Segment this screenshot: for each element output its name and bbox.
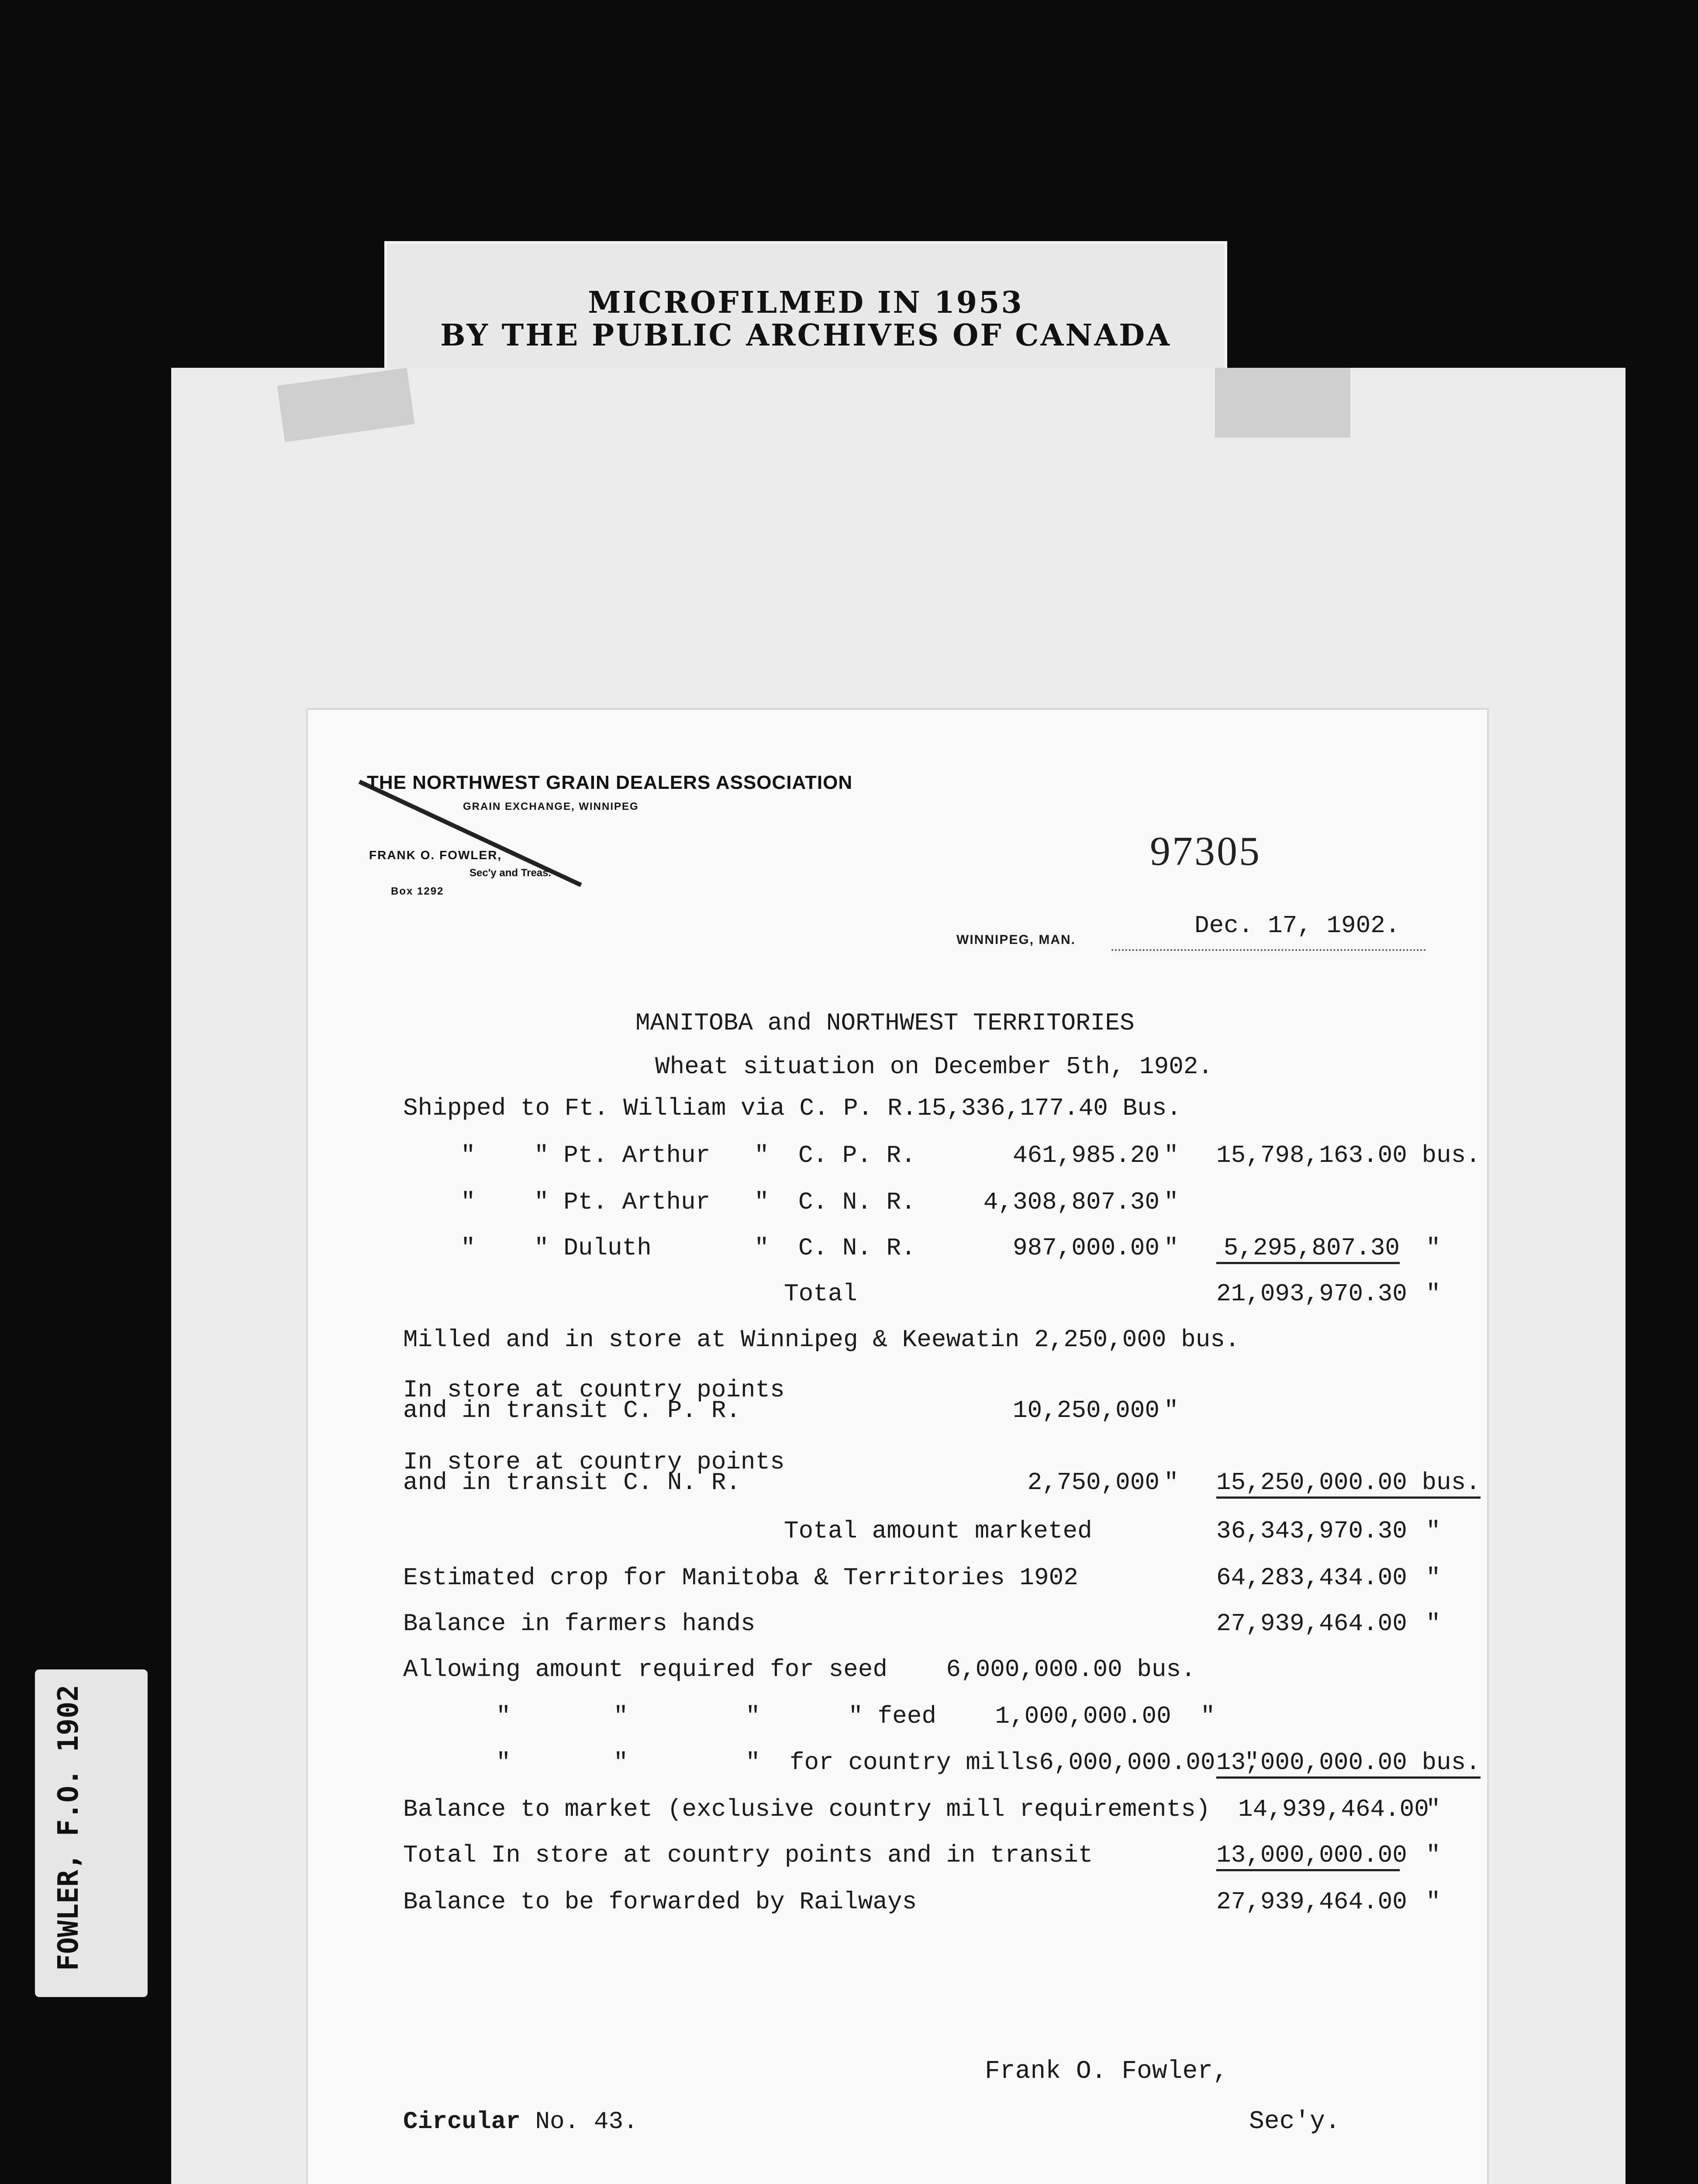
row-15-right: 14,939,464.00 <box>1238 1795 1429 1823</box>
letterhead-box: Box 1292 <box>391 885 444 897</box>
row-2-label: " " Pt. Arthur " C. P. R. <box>461 1141 916 1169</box>
tape-top-left <box>277 368 414 442</box>
microfilm-line1: MICROFILMED IN 1953 <box>588 285 1024 320</box>
letterhead-organization: THE NORTHWEST GRAIN DEALERS ASSOCIATION <box>367 772 853 793</box>
tape-top-right <box>1215 368 1350 438</box>
letterhead-title: Sec'y and Treas. <box>469 867 552 879</box>
row-10-ditto-right: " <box>1426 1564 1441 1592</box>
letter-date: Dec. 17, 1902. <box>1194 912 1400 940</box>
row-13-label: " " " " feed 1,000,000.00 " <box>452 1702 1215 1730</box>
title-line-1: MANITOBA and NORTHWEST TERRITORIES <box>635 1009 1135 1037</box>
row-8-right: 15,250,000.00 bus. <box>1216 1469 1481 1499</box>
row-5-right: 21,093,970.30 <box>1216 1280 1407 1308</box>
document-number: 97305 <box>1150 829 1261 874</box>
row-7-ditto: " <box>1164 1396 1179 1424</box>
row-4-mid: 987,000.00 <box>1012 1234 1160 1262</box>
row-10-right: 64,283,434.00 <box>1216 1564 1407 1592</box>
row-17-right: 27,939,464.00 <box>1216 1888 1407 1916</box>
circular-letter <box>308 710 1487 2184</box>
index-card <box>35 1669 148 1997</box>
row-5-ditto-right: " <box>1426 1280 1441 1308</box>
row-16-ditto-right: " <box>1426 1841 1441 1869</box>
row-9-label: Total amount marketed <box>784 1517 1092 1545</box>
row-4-ditto: " <box>1164 1234 1179 1262</box>
row-8-ditto: " <box>1164 1469 1179 1496</box>
row-7-label-1: In store at country points <box>403 1376 785 1404</box>
row-1-mid: 15,336,177.40 Bus. <box>917 1094 1181 1122</box>
microfilm-line2: BY THE PUBLIC ARCHIVES OF CANADA <box>440 318 1171 353</box>
row-12-label: Allowing amount required for seed 6,000,000.00 bus. <box>403 1655 1196 1683</box>
signature-title: Sec'y. <box>1249 2108 1340 2136</box>
row-4-ditto-right: " <box>1426 1234 1441 1262</box>
index-card-text: FOWLER, F.O. 1902 <box>52 1684 85 1971</box>
row-10-label: Estimated crop for Manitoba & Territories 1902 <box>403 1564 1078 1592</box>
row-4-right: 5,295,807.30 <box>1216 1234 1400 1264</box>
circular-number <box>403 2108 638 2136</box>
row-16-right: 13,000,000.00 <box>1216 1841 1400 1871</box>
microfilm-label <box>384 241 1227 372</box>
row-4-label: " " Duluth " C. N. R. <box>461 1234 916 1262</box>
signature: Frank O. Fowler, <box>985 2057 1228 2086</box>
row-3-mid: 4,308,807.30 <box>983 1188 1160 1216</box>
row-2-ditto: " <box>1164 1141 1179 1169</box>
row-17-label: Balance to be forwarded by Railways <box>403 1888 917 1916</box>
row-5-label: Total <box>784 1280 858 1308</box>
row-11-label: Balance in farmers hands <box>403 1610 756 1638</box>
row-9-ditto-right: " <box>1426 1517 1441 1545</box>
circular-rest: No. 43. <box>520 2108 638 2136</box>
row-3-ditto: " <box>1164 1188 1179 1216</box>
row-9-right: 36,343,970.30 <box>1216 1517 1407 1545</box>
circular-word: Circular <box>403 2108 521 2136</box>
letterhead-exchange: GRAIN EXCHANGE, WINNIPEG <box>463 801 639 812</box>
row-11-right: 27,939,464.00 <box>1216 1610 1407 1638</box>
letterhead-place: WINNIPEG, MAN. <box>956 933 1076 947</box>
row-14-right: 13,000,000.00 bus. <box>1216 1749 1481 1779</box>
letterhead-name: FRANK O. FOWLER, <box>369 848 502 862</box>
date-line <box>1111 949 1426 951</box>
row-15-ditto-right: " <box>1426 1795 1441 1823</box>
row-6-label: Milled and in store at Winnipeg & Keewatin 2,250,000 bus. <box>403 1326 1240 1354</box>
row-7-mid: 10,250,000 <box>1012 1396 1160 1424</box>
row-2-right: 15,798,163.00 bus. <box>1216 1141 1481 1169</box>
row-17-ditto-right: " <box>1426 1888 1441 1916</box>
row-1-label: Shipped to Ft. William via C. P. R. <box>403 1094 917 1122</box>
row-7-label-2: and in transit C. P. R. <box>403 1396 741 1424</box>
row-16-label: Total In store at country points and in transit <box>403 1841 1093 1869</box>
row-15-label: Balance to market (exclusive country mill requirements) <box>403 1795 1211 1823</box>
row-8-mid: 2,750,000 <box>1027 1469 1160 1496</box>
row-8-label-1: In store at country points <box>403 1448 785 1476</box>
row-14-label: " " " for country mills6,000,000.00 " <box>452 1749 1260 1776</box>
row-2-mid: 461,985.20 <box>1012 1141 1160 1169</box>
row-3-label: " " Pt. Arthur " C. N. R. <box>461 1188 916 1216</box>
row-11-ditto-right: " <box>1426 1610 1441 1638</box>
row-8-label-2: and in transit C. N. R. <box>403 1469 741 1496</box>
title-line-2: Wheat situation on December 5th, 1902. <box>655 1053 1213 1081</box>
